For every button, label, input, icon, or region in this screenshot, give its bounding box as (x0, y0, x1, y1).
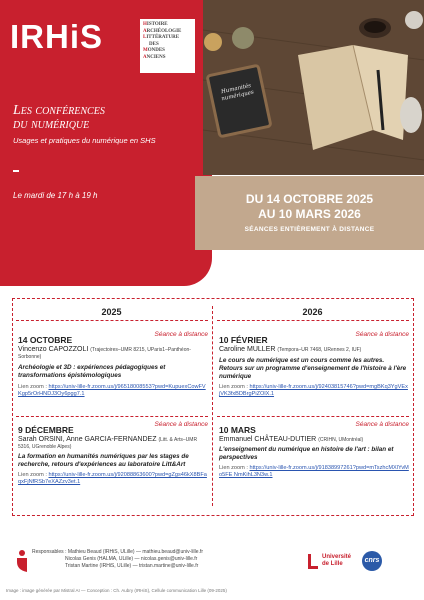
schedule-text: Le mardi de 17 h à 19 h (13, 191, 98, 200)
session-mode: Séance à distance (355, 421, 409, 428)
year-underline (217, 320, 409, 321)
responsable-line: Nicolas Genis (HALMA, ULille) — nicolas.genis@univ-lille.fr (65, 556, 198, 562)
responsable-line: Tristan Martine (IRHiS, ULille) — tristan.martine@univ-lille.fr (65, 563, 199, 569)
cnrs-logo: cnrs (362, 551, 382, 571)
talk-title: Archéologie et 3D : expériences pédagogiques et transformations épistémologiques (18, 364, 166, 379)
session-header (219, 330, 409, 345)
year-2026: 2026 (302, 307, 323, 317)
year-2025: 2025 (101, 307, 122, 317)
session-header (219, 420, 409, 435)
talk-title: Le cours de numérique est un cours comme les autres. Retours sur un programme d'enseignement de l'histoire à l'ère numérique (219, 357, 407, 380)
zoom-link[interactable]: Lien zoom : https://univ-lille-fr.zoom.us/j/92403815746?pwd=mgBKq3YgVExjVK3fxBDBrgPiZOlX.1 (219, 384, 408, 397)
session-mode: Séance à distance (355, 331, 409, 338)
title-line-1: Les conférences (13, 103, 105, 118)
halma-line: MONDES (143, 48, 165, 53)
session-divider (217, 416, 409, 417)
univ-lille-icon (308, 554, 320, 570)
image-credit: Image : image générée par Mistral AI — Conception : Ch. Aubry (IRHiS), Cellule communication Lille (09-2025) (6, 588, 227, 593)
session-header (18, 330, 208, 345)
session-dec (18, 420, 208, 486)
halma-line: ARCHÉOLOGIE (143, 28, 182, 34)
session-date: 14 OCTOBRE (18, 335, 73, 345)
halma-line: ANCIENS (143, 54, 166, 60)
zoom-link[interactable]: Lien zoom : https://univ-lille-fr.zoom.us/j/96518008553?pwd=KupuexCowFVKgp5rOrHNDJ3Oy6pgg7.1 (18, 384, 206, 397)
date-range-start: DU 14 OCTOBRE 2025 (245, 192, 374, 206)
separator-dash (13, 170, 19, 172)
session-mar (219, 420, 409, 479)
page-title (13, 104, 203, 132)
book-desk-photo (203, 0, 424, 175)
session-feb (219, 330, 409, 398)
responsable-line: Responsables : Mathieu Beaud (IRHiS, ULille) — mathieu.beaud@univ-lille.fr (32, 549, 203, 555)
speaker: Caroline MULLER (Tempora–UR 7468, URennes 2, IUF) (219, 346, 362, 353)
session-date: 10 FÉVRIER (219, 335, 268, 345)
zoom-link[interactable]: Lien zoom : https://univ-lille-fr.zoom.us/j/91838997261?pwd=mTszhcMXlYvMo5FE NmKihL3N3w.1 (219, 465, 409, 478)
halma-line: HISTOIRE (143, 22, 168, 27)
subtitle: Usages et pratiques du numérique en SHS (13, 136, 156, 145)
responsables (32, 549, 203, 570)
session-mode-banner: SÉANCES ENTIÈREMENT À DISTANCE (244, 226, 375, 233)
title-line-2: du numérique (13, 117, 90, 132)
univ-lille-text: Université de Lille (322, 554, 352, 567)
irhis-logo: IRHiS (10, 18, 104, 55)
univ-lille-logo (308, 553, 358, 571)
date-range-end: AU 10 MARS 2026 (258, 207, 361, 221)
session-mode: Séance à distance (154, 331, 208, 338)
talk-title: L'enseignement du numérique en histoire de l'art : bilan et perspectives (219, 446, 394, 461)
talk-title: La formation en humanités numériques par les stages de recherche, retours d'expériences au laboratoire Litt&Art (18, 453, 189, 468)
speaker: Sarah ORSINI, Anne GARCIA-FERNANDEZ (Litt. & Arts–UMR 5316, UGrenoble Alpes) (18, 436, 198, 450)
speaker: Emmanuel CHÂTEAU-DUTIER (CRIHN, UMontréal) (219, 436, 364, 443)
zoom-link[interactable]: Lien zoom : https://univ-lille-fr.zoom.us/j/92088863600?pwd=gZgs46kX8BFaqxFjNfRSb7eXAZzv3et.1 (18, 472, 207, 485)
session-date: 9 DÉCEMBRE (18, 425, 74, 435)
speaker: Vincenzo CAPOZZOLI (Trajectoires–UMR 8215, UParis1–Panthéon-Sorbonne) (18, 346, 191, 360)
halma-line: LITTÉRATURE (143, 35, 180, 40)
irhis-mark-icon (16, 550, 28, 572)
session-header (18, 420, 208, 435)
session-date: 10 MARS (219, 425, 256, 435)
slate-text: Humanités numériques (220, 82, 255, 103)
halma-logo (139, 18, 196, 74)
column-divider (212, 306, 213, 506)
session-divider (16, 416, 208, 417)
session-mode: Séance à distance (154, 421, 208, 428)
halma-line: DES (149, 41, 159, 47)
year-underline (16, 320, 208, 321)
session-oct (18, 330, 208, 398)
